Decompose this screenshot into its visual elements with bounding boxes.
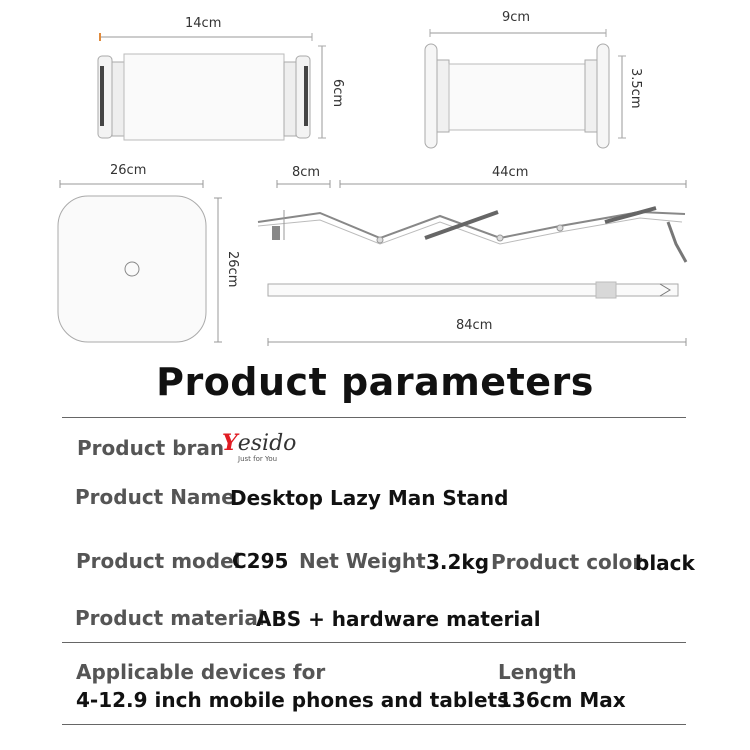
devices-value: 4-12.9 inch mobile phones and tablets xyxy=(76,688,510,712)
weight-value: 3.2kg xyxy=(426,550,490,574)
phone-clamp-height-label: 6cm xyxy=(330,79,345,108)
base-depth-label: 26cm xyxy=(225,251,240,288)
length-value: 136cm Max xyxy=(498,688,626,712)
arm-drawing xyxy=(258,180,686,262)
pole-length-label: 84cm xyxy=(456,318,493,333)
tablet-clamp-drawing xyxy=(425,29,626,148)
devices-label: Applicable devices for xyxy=(76,660,326,684)
weight-label: Net Weight xyxy=(299,549,426,573)
length-label: Length xyxy=(498,660,577,684)
material-label: Product material xyxy=(75,606,265,630)
phone-clamp-drawing xyxy=(98,33,326,140)
divider-bottom xyxy=(62,724,686,725)
divider-middle xyxy=(62,642,686,643)
pole-drawing xyxy=(268,282,686,346)
model-label: Product model xyxy=(76,549,241,573)
color-value: black xyxy=(635,551,695,575)
phone-clamp-width-label: 14cm xyxy=(185,16,222,31)
model-value: C295 xyxy=(232,549,289,573)
material-value: ABS + hardware material xyxy=(256,607,541,631)
base-drawing xyxy=(58,180,222,342)
divider-top xyxy=(62,417,686,418)
name-value: Desktop Lazy Man Stand xyxy=(230,486,509,510)
product-diagrams xyxy=(0,0,750,360)
base-width-label: 26cm xyxy=(110,163,147,178)
tablet-clamp-width-label: 9cm xyxy=(502,10,531,25)
brand-logo: Yesido Just for You xyxy=(222,430,297,463)
color-label: Product color xyxy=(491,550,643,574)
arm-short-label: 8cm xyxy=(292,165,321,180)
arm-long-label: 44cm xyxy=(492,165,529,180)
tablet-clamp-height-label: 3.5cm xyxy=(628,68,643,109)
name-label: Product Name xyxy=(75,485,235,509)
brand-label: Product bran xyxy=(77,436,225,460)
page-title: Product parameters xyxy=(156,360,594,404)
